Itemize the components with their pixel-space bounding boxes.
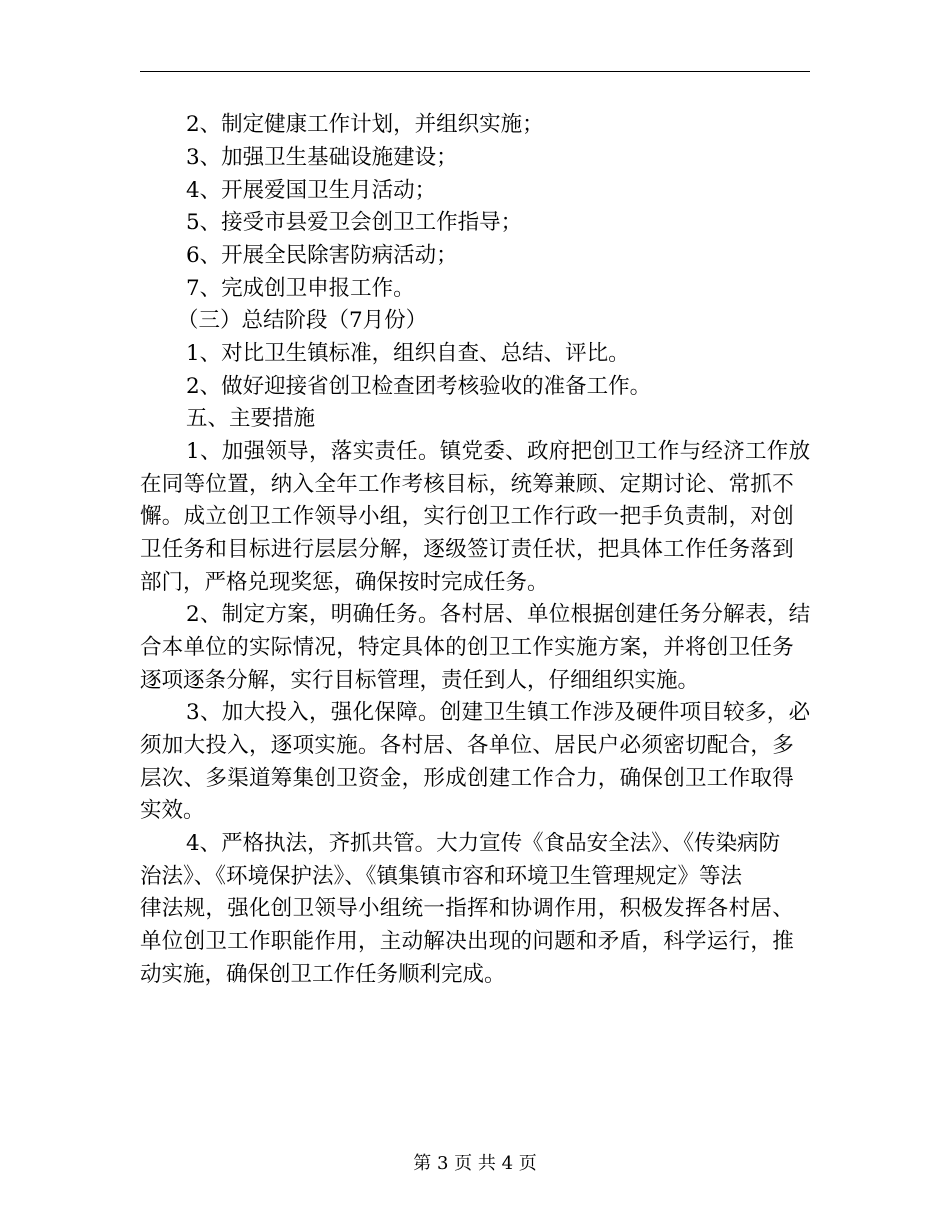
section-heading: 五、主要措施 [186, 406, 316, 431]
text-line: 2、制定健康工作计划，并组织实施； [186, 112, 544, 137]
paragraph-line: 懈。成立创卫工作领导小组，实行创卫工作行政一把手负责制，对创 [140, 504, 795, 529]
text-line: 4、开展爱国卫生月活动； [186, 178, 437, 203]
paragraph-line: 须加大投入，逐项实施。各村居、各单位、居民户必须密切配合，多 [140, 733, 795, 758]
paragraph-line: 动实施，确保创卫工作任务顺利完成。 [140, 962, 506, 987]
paragraph-line: 单位创卫工作职能作用，主动解决出现的问题和矛盾，科学运行，推 [140, 929, 795, 954]
text-line: 6、开展全民除害防病活动； [186, 243, 458, 268]
text-line: 5、接受市县爱卫会创卫工作指导； [186, 210, 523, 235]
paragraph-line: 在同等位置，纳入全年工作考核目标，统筹兼顾、定期讨论、常抓不 [140, 472, 795, 497]
paragraph-line: 实效。 [140, 798, 205, 823]
paragraph-line: 合本单位的实际情况，特定具体的创卫工作实施方案，并将创卫任务 [140, 635, 795, 660]
paragraph-line: 治法》、《环境保护法》、《镇集镇市容和环境卫生管理规定》等法 [140, 864, 743, 889]
text-line: 1、对比卫生镇标准，组织自查、总结、评比。 [186, 341, 630, 366]
paragraph-line: 1、加强领导，落实责任。镇党委、政府把创卫工作与经济工作放 [186, 439, 811, 464]
text-line: 3、加强卫生基础设施建设； [186, 145, 458, 170]
header-rule [140, 71, 810, 72]
page-number-footer: 第 3 页 共 4 页 [413, 1153, 537, 1174]
paragraph-line: 律法规，强化创卫领导小组统一指挥和协调作用，积极发挥各村居、 [140, 896, 795, 921]
paragraph-line: 4、严格执法，齐抓共管。大力宣传《食品安全法》、《传染病防 [186, 831, 781, 856]
section-heading: （三）总结阶段（7月份） [177, 308, 428, 333]
text-line: 7、完成创卫申报工作。 [186, 276, 415, 301]
paragraph-line: 部门，严格兑现奖惩，确保按时完成任务。 [140, 570, 549, 595]
paragraph-line: 逐项逐条分解，实行目标管理，责任到人，仔细组织实施。 [140, 668, 700, 693]
text-line: 2、做好迎接省创卫检查团考核验收的准备工作。 [186, 374, 652, 399]
paragraph-line: 3、加大投入，强化保障。创建卫生镇工作涉及硬件项目较多，必 [186, 700, 811, 725]
paragraph-line: 卫任务和目标进行层层分解，逐级签订责任状，把具体工作任务落到 [140, 537, 795, 562]
paragraph-line: 层次、多渠道筹集创卫资金，形成创建工作合力，确保创卫工作取得 [140, 766, 795, 791]
paragraph-line: 2、制定方案，明确任务。各村居、单位根据创建任务分解表，结 [186, 602, 811, 627]
